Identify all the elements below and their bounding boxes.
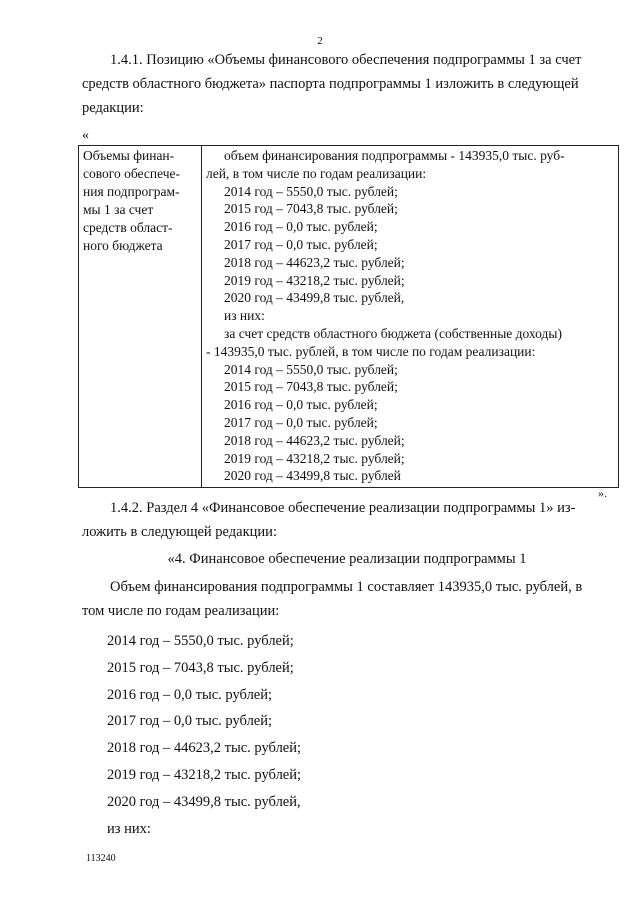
funding-table-row [79, 146, 619, 488]
funding-paragraph [82, 575, 612, 623]
section-1-4-2-line-1: 1.4.2. Раздел 4 «Финансовое обеспечение реализации подпрограммы 1» из- [110, 500, 576, 516]
label-line: ного бюджета [83, 238, 163, 253]
funding-line: 2020 год – 43499,8 тыс. рублей [224, 468, 401, 484]
label-line: мы 1 за счет [83, 202, 154, 217]
funding-line: 2017 год – 0,0 тыс. рублей; [224, 414, 378, 430]
section-1-4-1-line-2: средств областного бюджета» паспорта подпрограммы 1 изложить в следующей [82, 76, 579, 92]
funding-line: 2020 год – 43499,8 тыс. рублей, [224, 290, 405, 306]
year-funding-item: 2019 год – 43218,2 тыс. рублей; [107, 766, 302, 783]
funding-line: 2019 год – 43218,2 тыс. рублей; [224, 450, 405, 466]
year-funding-item: из них: [107, 820, 151, 837]
funding-table-content-cell [202, 146, 619, 488]
label-line: средств област- [83, 220, 173, 235]
funding-line: - 143935,0 тыс. рублей, в том числе по годам реализации: [206, 343, 536, 359]
year-funding-item: 2015 год – 7043,8 тыс. рублей; [107, 659, 294, 676]
year-funding-item: 2020 год – 43499,8 тыс. рублей, [107, 793, 301, 810]
funding-line: из них: [224, 308, 265, 324]
section-1-4-1-line-3: редакции: [82, 100, 144, 116]
year-funding-item: 2014 год – 5550,0 тыс. рублей; [107, 633, 294, 649]
funding-line: 2014 год – 5550,0 тыс. рублей; [224, 183, 398, 199]
funding-line: объем финансирования подпрограммы - 143935,0 тыс. руб- [224, 148, 565, 163]
funding-line: 2019 год – 43218,2 тыс. рублей; [224, 272, 405, 288]
year-funding-item: 2016 год – 0,0 тыс. рублей; [107, 686, 273, 703]
funding-line: за счет средств областного бюджета (собственные доходы) [224, 325, 562, 341]
funding-line: 2014 год – 5550,0 тыс. рублей; [224, 361, 398, 377]
funding-paragraph-line-1: Объем финансирования подпрограммы 1 составляет 143935,0 тыс. рублей, в [110, 579, 583, 595]
year-funding-item: 2017 год – 0,0 тыс. рублей; [107, 713, 273, 730]
funding-line: 2018 год – 44623,2 тыс. рублей; [224, 432, 405, 448]
opening-quote-mark: « [82, 128, 89, 143]
label-line: Объемы финан- [83, 148, 175, 163]
funding-line: 2015 год – 7043,8 тыс. рублей; [224, 201, 398, 217]
funding-line: 2016 год – 0,0 тыс. рублей; [224, 397, 378, 413]
label-line: сового обеспече- [83, 166, 181, 181]
funding-line: 2015 год – 7043,8 тыс. рублей; [224, 379, 398, 395]
page-number: 2 [317, 35, 323, 47]
funding-line: 2016 год – 0,0 тыс. рублей; [224, 219, 378, 235]
closing-quote-mark: ». [598, 486, 607, 500]
section-1-4-1-paragraph [82, 48, 612, 120]
label-line: ния подпрограм- [83, 184, 180, 199]
section-4-heading: «4. Финансовое обеспечение реализации подпрограммы 1 [167, 551, 527, 567]
funding-table-label-cell [79, 146, 202, 488]
year-funding-item: 2018 год – 44623,2 тыс. рублей; [107, 740, 302, 757]
funding-line: 2018 год – 44623,2 тыс. рублей; [224, 254, 405, 270]
footer-code: 113240 [86, 853, 116, 864]
section-1-4-2-paragraph [82, 496, 612, 544]
funding-line: лей, в том числе по годам реализации: [206, 165, 427, 181]
year-funding-list [107, 628, 301, 842]
section-1-4-1-line-1: 1.4.1. Позицию «Объемы финансового обеспечения подпрограммы 1 за счет [110, 52, 582, 68]
funding-line: 2017 год – 0,0 тыс. рублей; [224, 236, 378, 252]
funding-paragraph-line-2: том числе по годам реализации: [82, 603, 280, 619]
funding-table [78, 145, 619, 488]
section-1-4-2-line-2: ложить в следующей редакции: [82, 524, 277, 540]
